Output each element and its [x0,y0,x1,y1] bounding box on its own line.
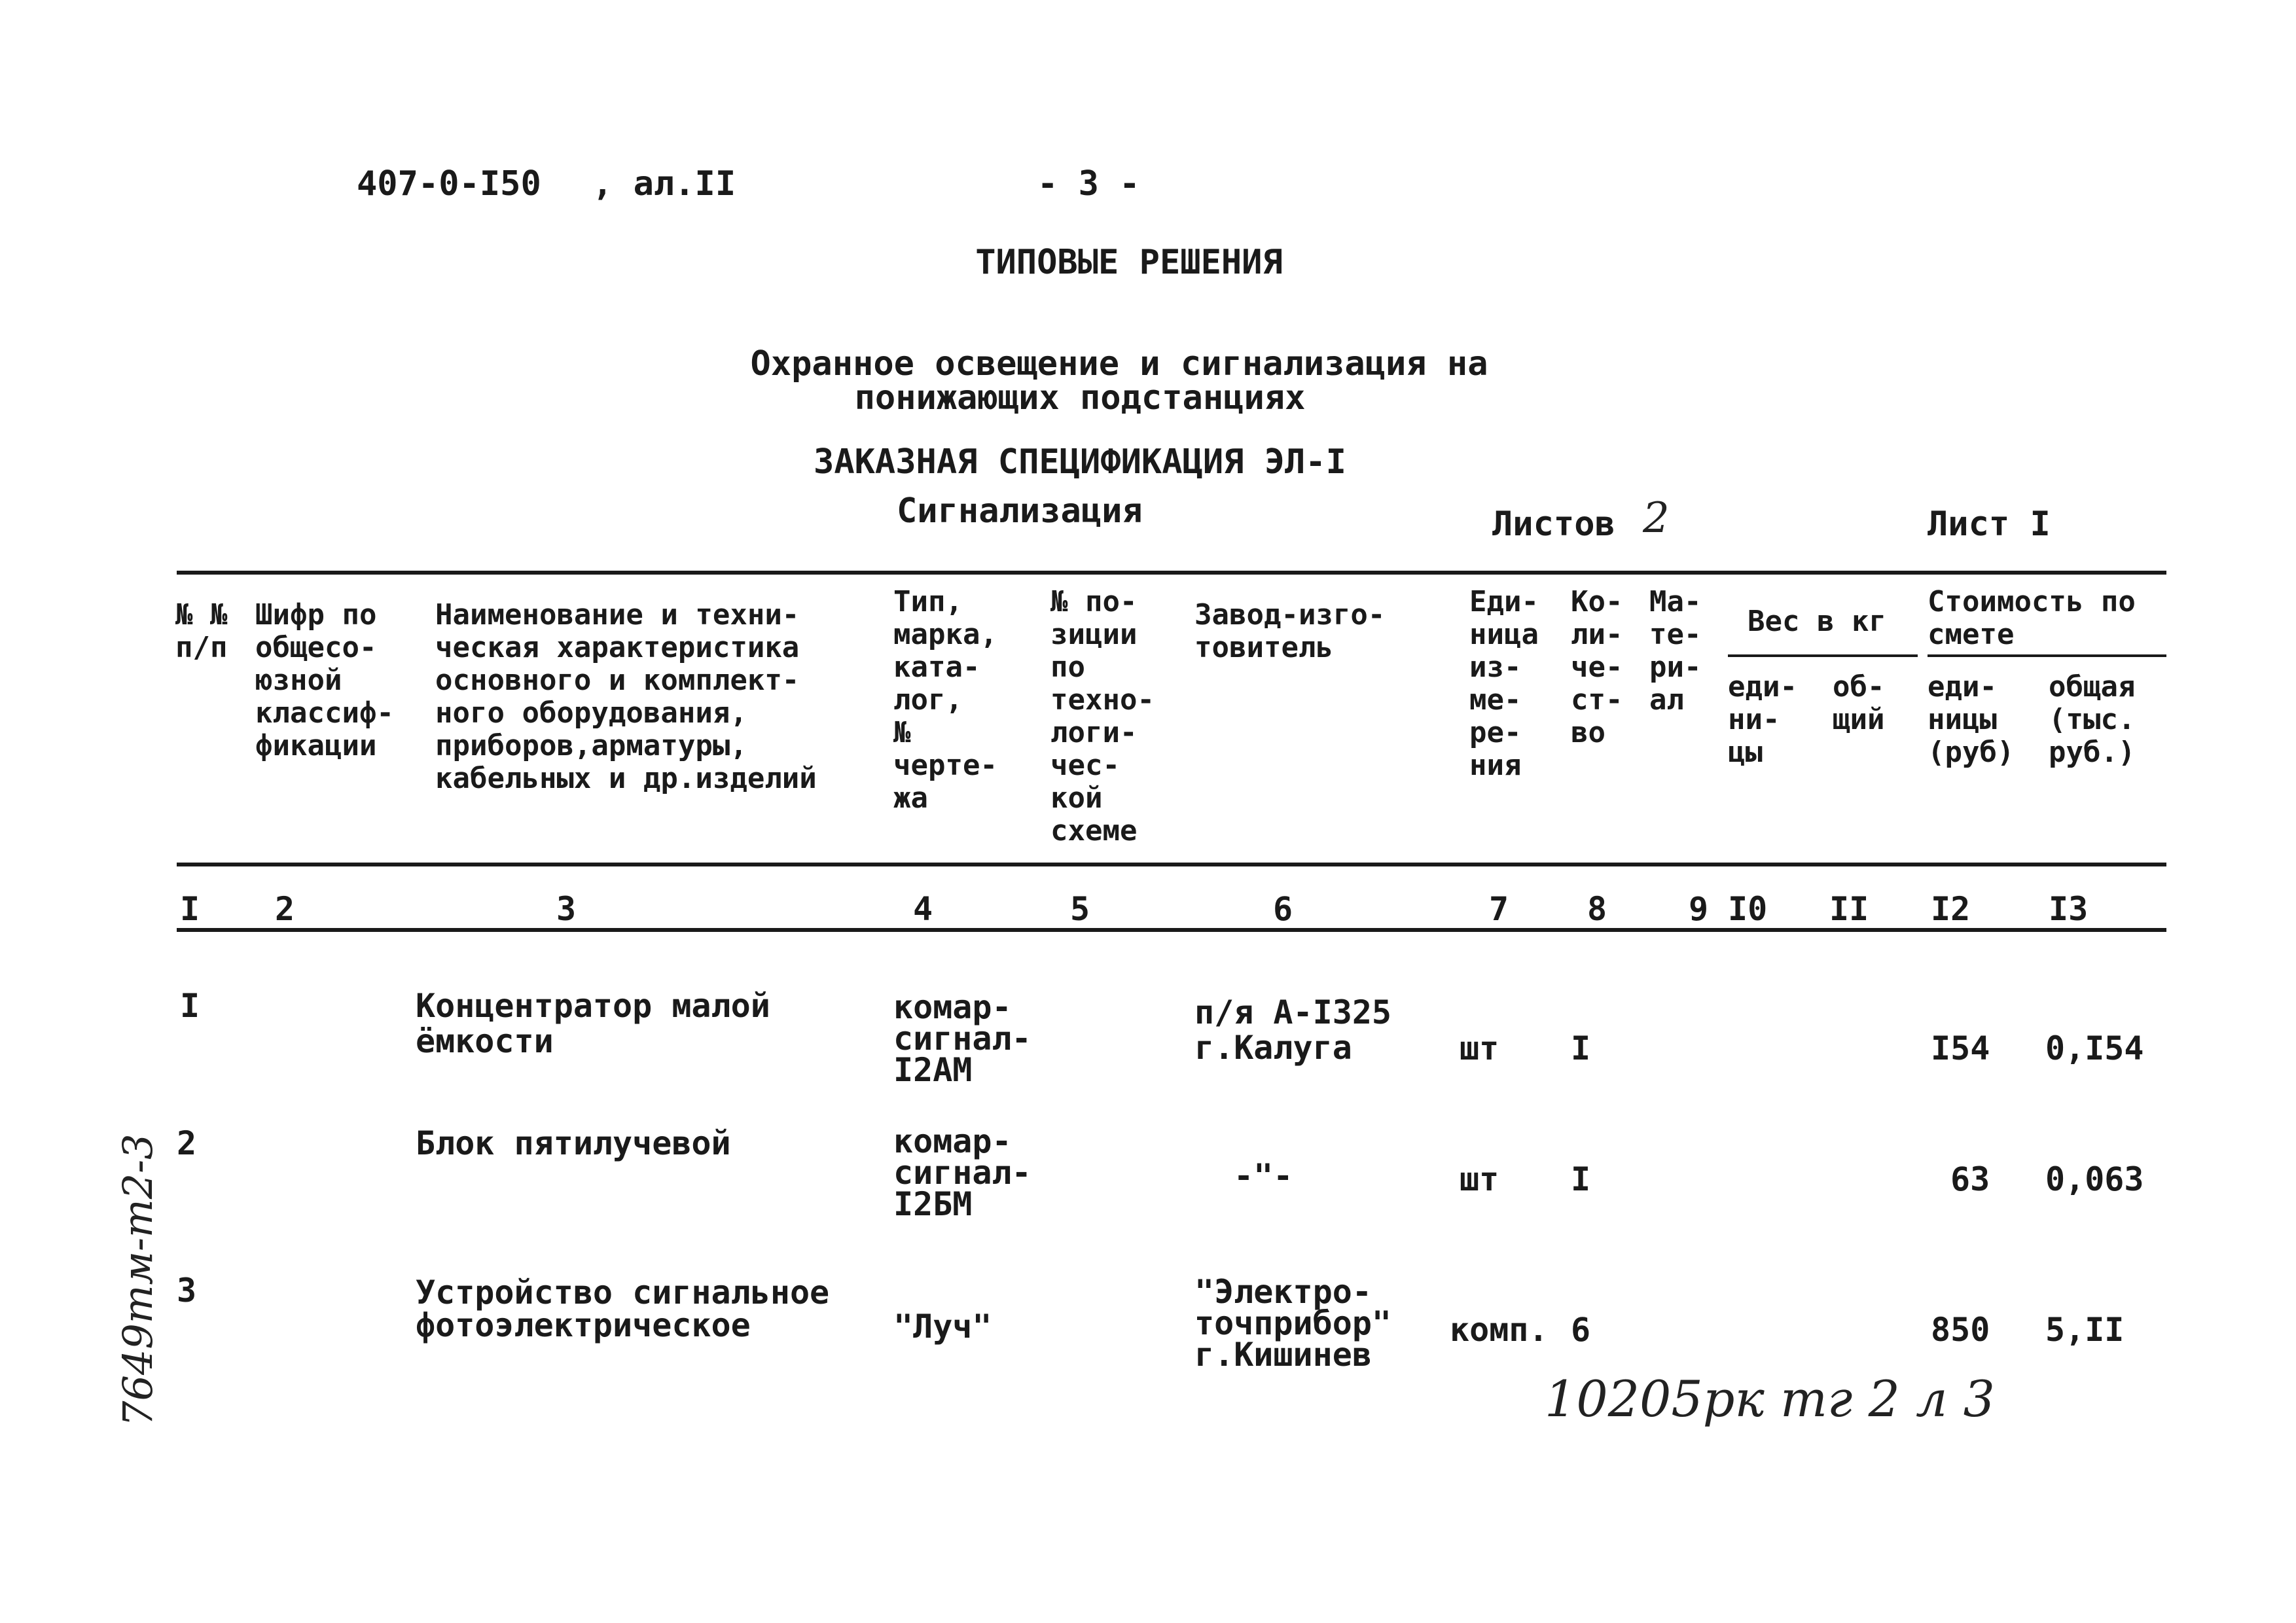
page-title: ТИПОВЫЕ РЕШЕНИЯ [975,243,1283,282]
column-numbers-rule [177,928,2166,932]
column-number-4: 4 [913,890,933,928]
column-number-8: 8 [1587,890,1607,928]
table-row-2-type: комар- сигнал- I2БМ [893,1122,1031,1223]
page-number: - 3 - [1037,164,1140,204]
section-title: Сигнализация [897,491,1143,531]
table-row-1-type: комар- сигнал- I2АМ [893,988,1031,1089]
column-number-6: 6 [1273,890,1293,928]
column-number-13: I3 [2049,890,2089,928]
header-cost: Стоимость по смете [1928,585,2136,651]
table-row-1-unit-cost: I54 [1931,1029,1990,1067]
table-row-2-maker: -"- [1234,1157,1293,1195]
sheets-label: Листов [1492,505,1615,544]
table-row-2-unit: шт [1460,1160,1499,1198]
album-number: , ал.II [592,164,736,204]
column-number-10: I0 [1728,890,1768,928]
table-row-1-quantity: I [1571,1029,1591,1067]
table-row-1-total-cost: 0,I54 [2045,1029,2144,1067]
table-row-1-maker: п/я А-I325 г.Калуга [1194,993,1392,1067]
header-material: Ма- те- ри- ал [1649,585,1702,717]
table-row-3-quantity: 6 [1571,1311,1591,1349]
column-number-5: 5 [1070,890,1090,928]
header-weight-unit: еди- ни- цы [1728,670,1797,769]
header-unit: Еди- ница из- ме- ре- ния [1469,585,1539,782]
header-position: № по- зиции по техно- логи- чес- кой схеме [1050,585,1155,847]
column-number-2: 2 [275,890,295,928]
handwritten-note: 10205рк тг 2 л 3 [1545,1370,1996,1428]
header-item-name: Наименование и техни- ческая характеристика основного и комплект- ного оборудования, приборов,арматуры, кабельных и др.изделий [435,598,817,795]
sheet-label: Лист I [1928,505,2051,544]
column-number-1: I [180,890,200,928]
subtitle-line-2: понижающих подстанциях [854,378,1306,418]
column-number-12: I2 [1931,890,1971,928]
table-row-2-quantity: I [1571,1160,1591,1198]
table-row-2-name: Блок пятилучевой [416,1124,731,1162]
table-row-1-number: I [180,987,200,1025]
header-weight-total: об- щий [1833,670,1885,736]
column-number-9: 9 [1689,890,1709,928]
table-row-2-total-cost: 0,063 [2045,1160,2144,1198]
header-type-catalog: Тип, марка, ката- лог, № черте- жа [893,585,997,815]
side-stamp-note: 7649тм-т2-3 [114,1133,162,1427]
column-number-7: 7 [1489,890,1509,928]
header-row-number: № № п/п [175,598,228,664]
weight-subheader-rule [1728,654,1918,657]
column-number-11: II [1829,890,1869,928]
table-row-3-name: Устройство сигнальное фотоэлектрическое [416,1274,830,1344]
spec-title: ЗАКАЗНАЯ СПЕЦИФИКАЦИЯ ЭЛ-I [814,442,1346,482]
header-bottom-rule [177,863,2166,866]
header-cost-total: общая (тыс. руб.) [2049,670,2136,769]
column-number-3: 3 [556,890,577,928]
header-weight: Вес в кг [1748,605,1886,638]
subtitle-line-1: Охранное освещение и сигнализация на [750,344,1488,383]
table-row-3-unit-cost: 850 [1931,1311,1990,1349]
table-row-2-unit-cost: 63 [1950,1160,1990,1198]
header-classifier-code: Шифр по общесо- юзной классиф- фикации [255,598,394,762]
table-top-rule [177,571,2166,575]
doc-code: 407-0-I50 [357,164,541,204]
table-row-3-number: 3 [177,1272,197,1310]
table-row-2-number: 2 [177,1124,197,1162]
sheets-count: 2 [1643,494,1670,543]
table-row-3-unit: комп. [1450,1311,1549,1349]
header-manufacturer: Завод-изго- товитель [1194,598,1386,664]
header-quantity: Ко- ли- че- ст- во [1571,585,1623,749]
table-row-1-unit: шт [1460,1029,1499,1067]
cost-subheader-rule [1928,654,2166,657]
table-row-3-total-cost: 5,II [2045,1311,2125,1349]
header-cost-unit: еди- ницы (руб) [1928,670,2015,769]
table-row-3-type: "Луч" [893,1308,992,1346]
table-row-3-maker: "Электро- точприбор" г.Кишинев [1194,1273,1392,1374]
table-row-1-name: Концентратор малой ёмкости [416,987,770,1060]
